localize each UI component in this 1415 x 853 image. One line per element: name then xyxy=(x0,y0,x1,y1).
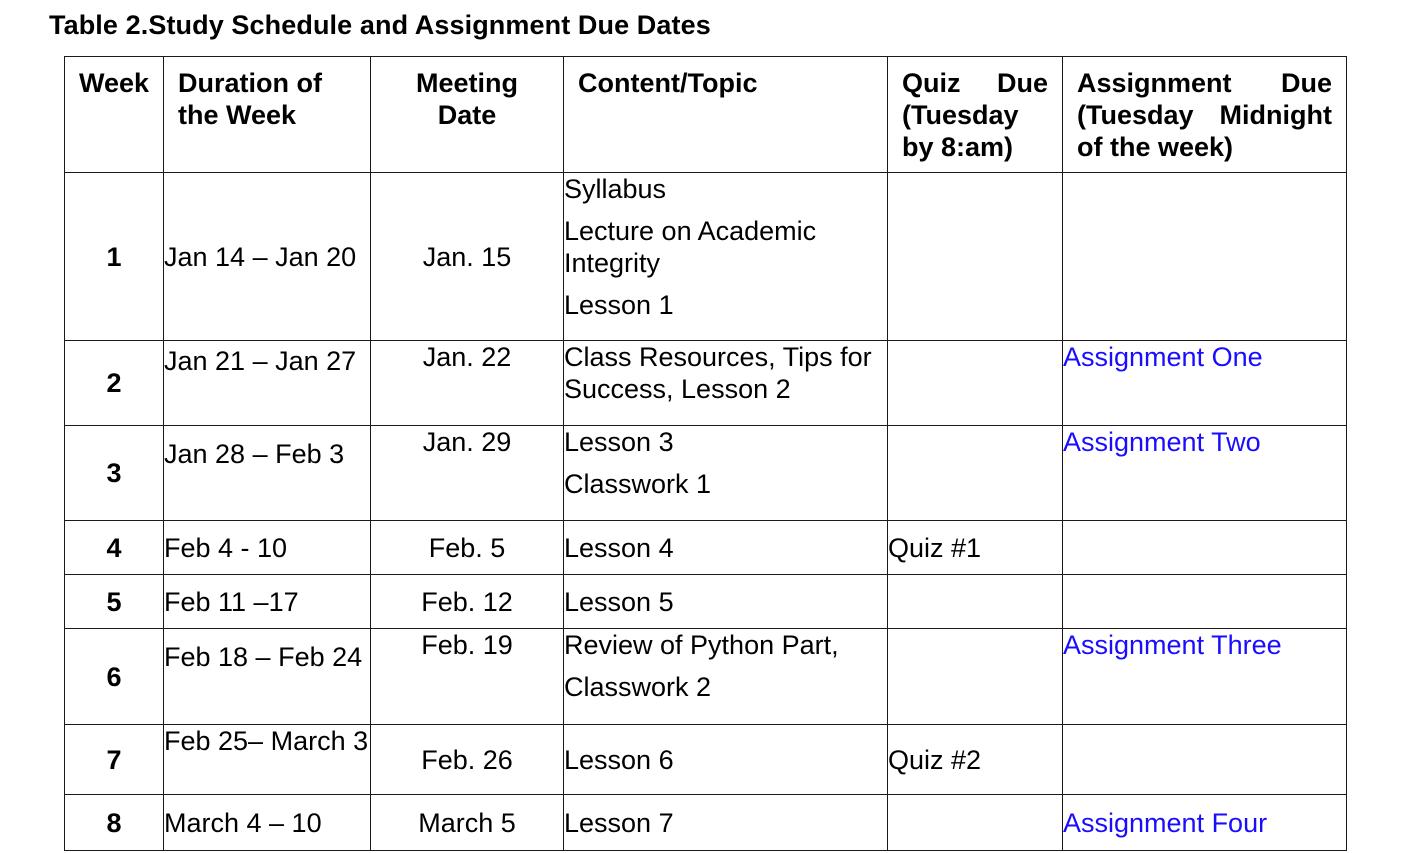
assignment-link-one[interactable]: Assignment One xyxy=(1063,341,1347,426)
quiz-due xyxy=(888,629,1063,725)
meeting-date: Jan. 15 xyxy=(371,173,564,341)
content-topic xyxy=(564,725,888,795)
content-topic xyxy=(564,575,888,629)
topic-line: Classwork 2 xyxy=(564,672,712,702)
week-number: 3 xyxy=(65,426,164,521)
header-week: Week xyxy=(65,57,164,173)
week-number: 7 xyxy=(65,725,164,795)
meeting-date: Feb. 5 xyxy=(371,521,564,575)
content-topic xyxy=(564,629,888,725)
content-topic xyxy=(564,426,888,521)
week-duration: Jan 21 – Jan 27 xyxy=(164,341,371,426)
assignment-due xyxy=(1063,173,1347,341)
topic-line: Classwork 1 xyxy=(564,469,712,499)
header-quiz-due-word: Due xyxy=(996,68,1048,98)
table-row xyxy=(65,795,1347,851)
topic-line: Review of Python Part, xyxy=(564,630,839,660)
assignment-due xyxy=(1063,725,1347,795)
header-content-topic: Content/Topic xyxy=(564,57,888,173)
topic-line: Lesson 7 xyxy=(564,807,674,838)
topic-line: Class Resources, Tips for Success, Lesson 2 xyxy=(564,342,872,404)
quiz-due xyxy=(888,173,1063,341)
quiz-due xyxy=(888,426,1063,521)
table-row xyxy=(65,426,1347,521)
header-quiz-due xyxy=(888,57,1063,173)
week-number: 1 xyxy=(65,173,164,341)
week-number: 2 xyxy=(65,341,164,426)
content-topic xyxy=(564,795,888,851)
week-duration: Jan 28 – Feb 3 xyxy=(164,426,371,521)
header-assignment-word: Assignment xyxy=(1077,68,1232,98)
content-topic xyxy=(564,173,888,341)
topic-line: Lesson 6 xyxy=(564,744,674,775)
header-assignment-due-word: Due xyxy=(1280,68,1332,98)
week-number: 8 xyxy=(65,795,164,851)
header-quiz-word: Quiz xyxy=(902,68,961,98)
assignment-link-four[interactable]: Assignment Four xyxy=(1063,795,1347,851)
quiz-due xyxy=(888,341,1063,426)
header-duration: Duration of the Week xyxy=(164,57,371,173)
week-number: 4 xyxy=(65,521,164,575)
week-duration: Feb 4 - 10 xyxy=(164,521,371,575)
meeting-date: Feb. 19 xyxy=(371,629,564,725)
meeting-date: Feb. 12 xyxy=(371,575,564,629)
meeting-date: March 5 xyxy=(371,795,564,851)
week-duration: Jan 14 – Jan 20 xyxy=(164,173,371,341)
table-caption: Table 2.Study Schedule and Assignment Due Dates xyxy=(49,10,711,40)
meeting-date: Jan. 29 xyxy=(371,426,564,521)
content-topic xyxy=(564,341,888,426)
meeting-date: Feb. 26 xyxy=(371,725,564,795)
quiz-due xyxy=(888,575,1063,629)
assignment-due xyxy=(1063,521,1347,575)
content-topic xyxy=(564,521,888,575)
week-duration: Feb 18 – Feb 24 xyxy=(164,629,371,725)
week-duration: March 4 – 10 xyxy=(164,795,371,851)
week-duration: Feb 25– March 3 xyxy=(164,725,371,795)
header-quiz-note: (Tuesday by 8:am) xyxy=(902,100,1019,162)
quiz-due: Quiz #1 xyxy=(888,521,1063,575)
table-row xyxy=(65,575,1347,629)
table-row xyxy=(65,341,1347,426)
header-assignment-due xyxy=(1063,57,1347,173)
topic-line: Lesson 3 xyxy=(564,427,674,457)
assignment-due xyxy=(1063,575,1347,629)
quiz-due xyxy=(888,795,1063,851)
quiz-due: Quiz #2 xyxy=(888,725,1063,795)
header-meeting-date: Meeting Date xyxy=(371,57,564,173)
assignment-link-two[interactable]: Assignment Two xyxy=(1063,426,1347,521)
week-number: 5 xyxy=(65,575,164,629)
table-row xyxy=(65,521,1347,575)
meeting-date: Jan. 22 xyxy=(371,341,564,426)
week-duration: Feb 11 –17 xyxy=(164,575,371,629)
schedule-table xyxy=(64,56,1347,851)
topic-line: Lecture on Academic Integrity xyxy=(564,216,817,278)
table-row xyxy=(65,629,1347,725)
header-assignment-note: (Tuesday Midnight of the week) xyxy=(1077,100,1332,162)
week-number: 6 xyxy=(65,629,164,725)
assignment-link-three[interactable]: Assignment Three xyxy=(1063,629,1347,725)
table-row xyxy=(65,173,1347,341)
table-row xyxy=(65,725,1347,795)
topic-line: Lesson 1 xyxy=(564,290,674,320)
topic-line: Syllabus xyxy=(564,174,667,204)
topic-line: Lesson 4 xyxy=(564,532,674,563)
header-row xyxy=(65,57,1347,173)
topic-line: Lesson 5 xyxy=(564,586,674,617)
